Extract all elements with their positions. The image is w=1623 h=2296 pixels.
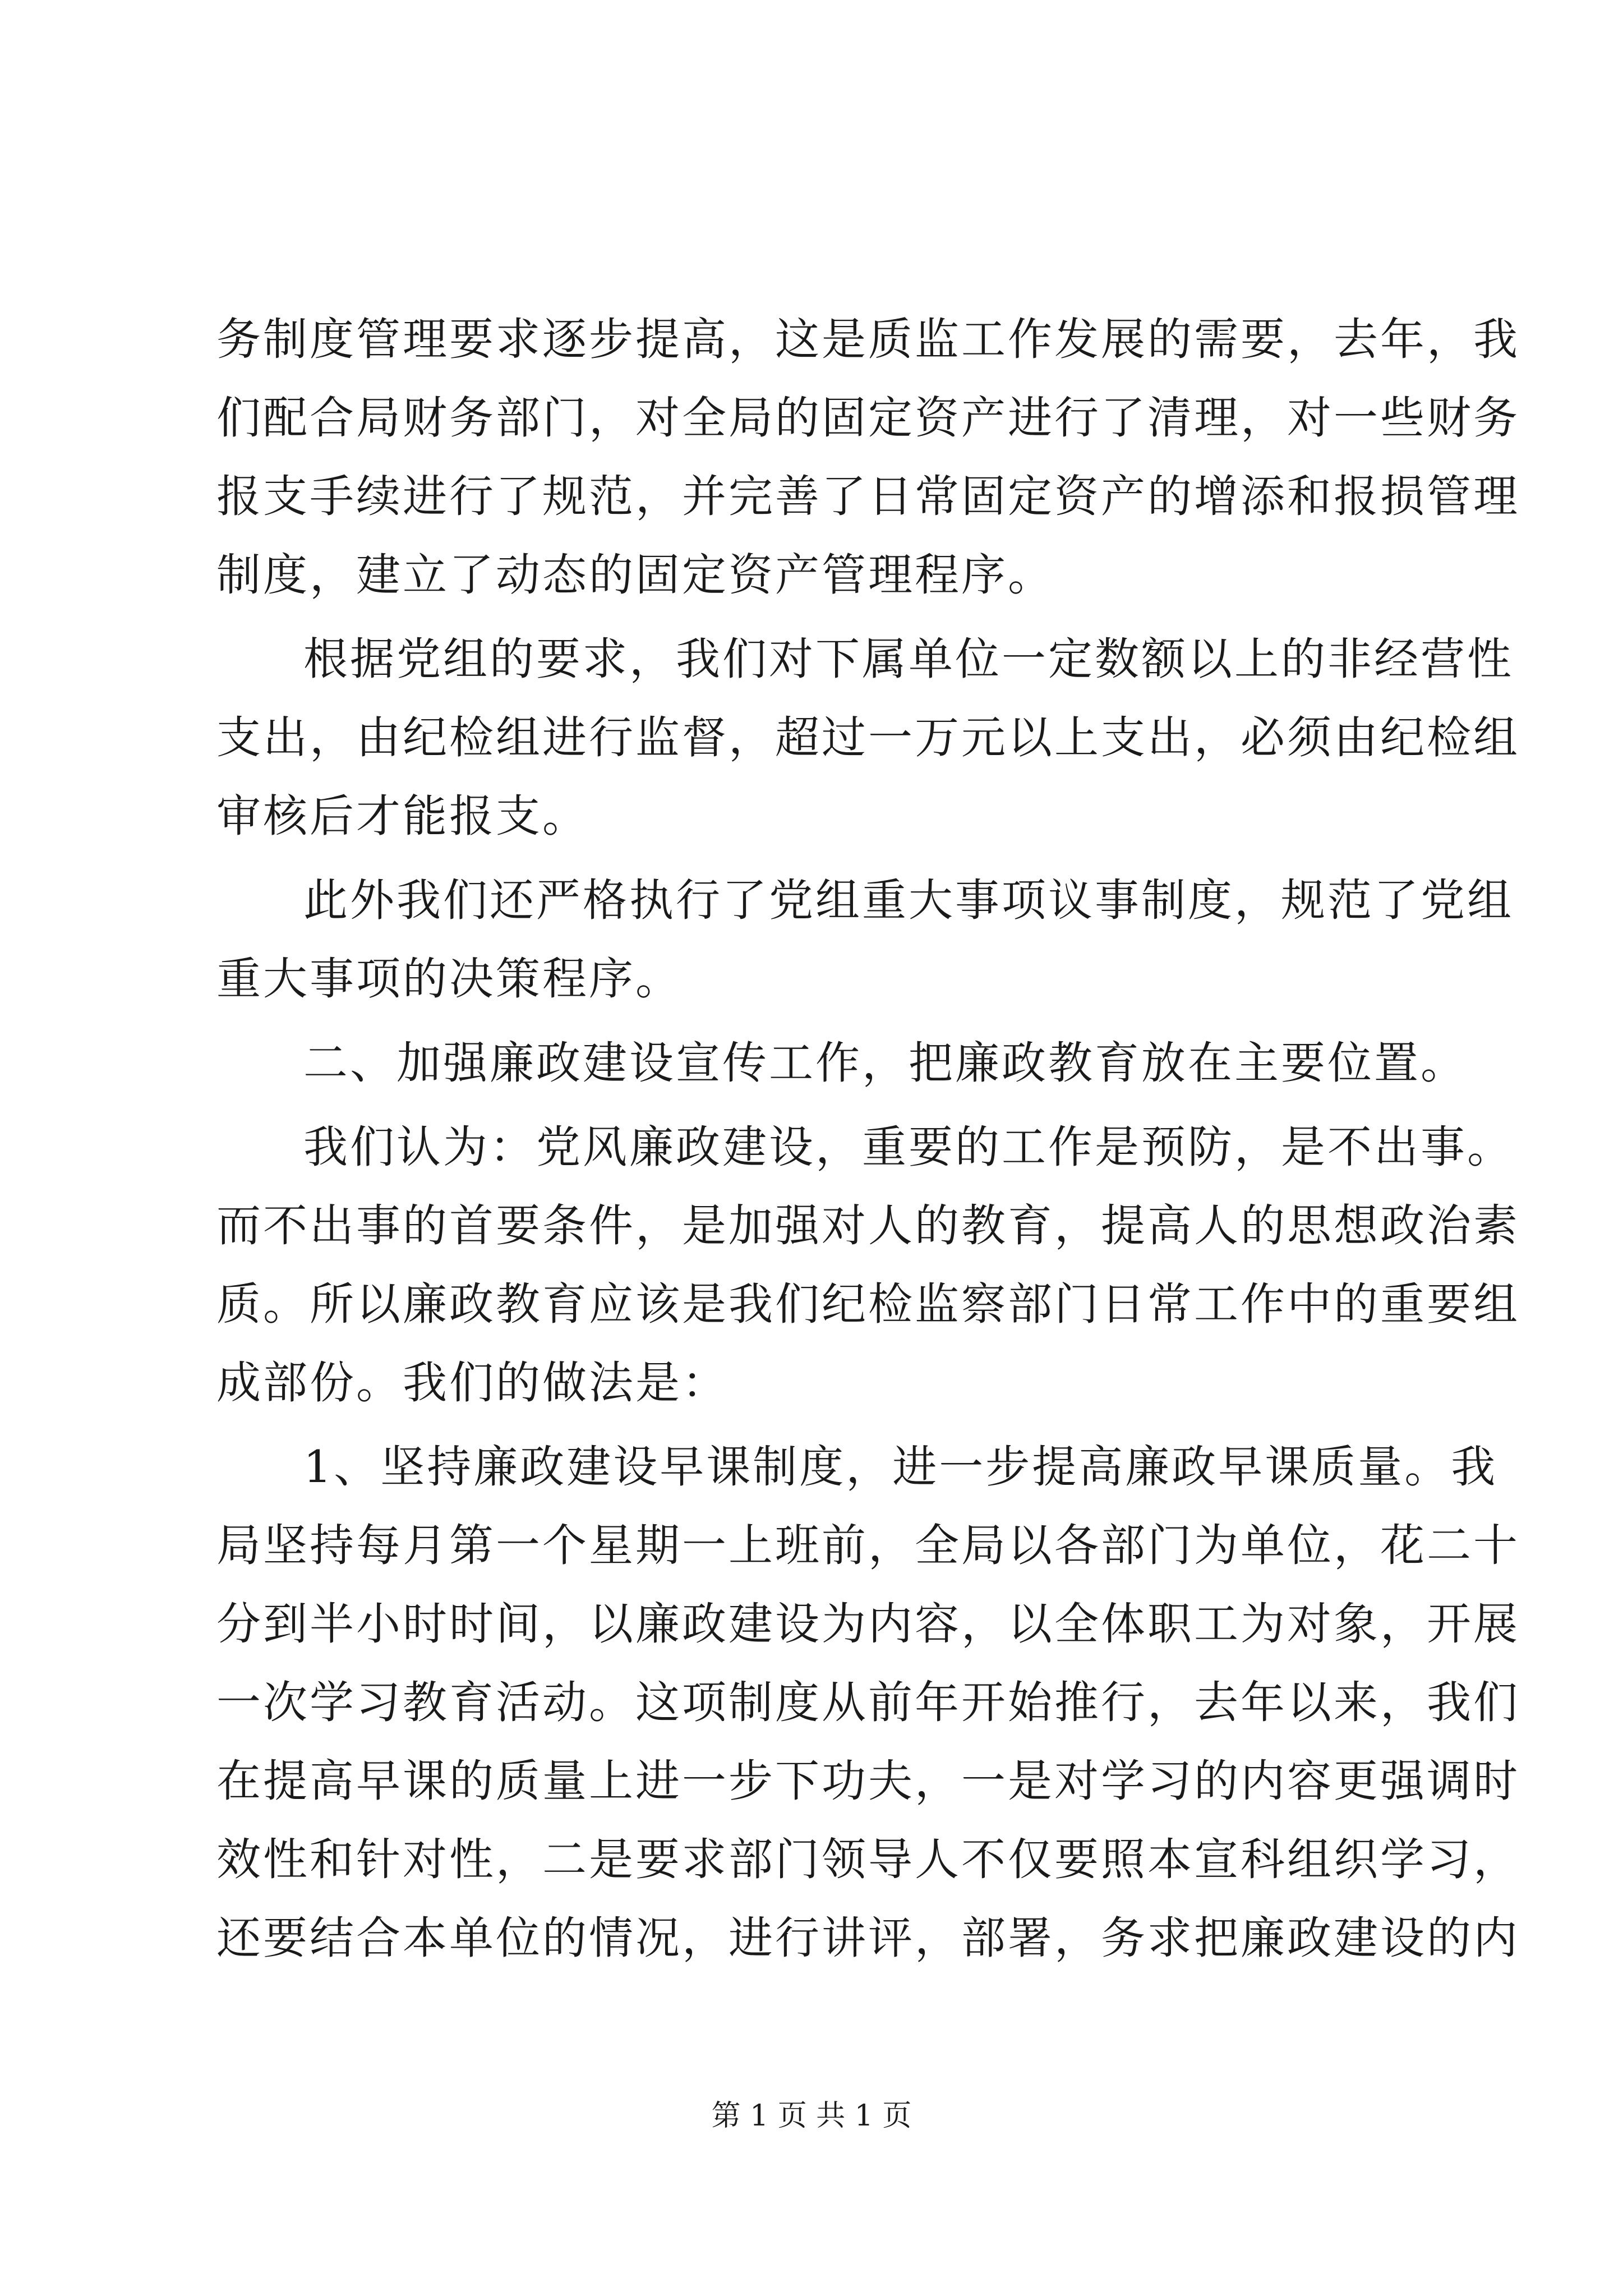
text-line: 此外我们还严格执行了党组重大事项议事制度，规范了党组: [303, 875, 1514, 926]
text-line: 效性和针对性，二是要求部门领导人不仅要照本宣科组织学习，: [216, 1834, 1520, 1885]
text-line: 们配合局财务部门，对全局的固定资产进行了清理，对一些财务: [216, 392, 1520, 444]
text-line: 分到半小时时间，以廉政建设为内容，以全体职工为对象，开展: [216, 1598, 1520, 1650]
text-line: 务制度管理要求逐步提高，这是质监工作发展的需要，去年，我: [216, 314, 1520, 365]
page-number: 第 1 页 共 1 页: [711, 2099, 912, 2133]
text-line: 一次学习教育活动。这项制度从前年开始推行，去年以来，我们: [216, 1677, 1520, 1728]
text-line: 审核后才能报支。: [216, 790, 589, 842]
text-line: 支出，由纪检组进行监督，超过一万元以上支出，必须由纪检组: [216, 712, 1520, 763]
text-line: 而不出事的首要条件，是加强对人的教育，提高人的思想政治素: [216, 1200, 1520, 1251]
text-line: 还要结合本单位的情况，进行讲评，部署，务求把廉政建设的内: [216, 1912, 1520, 1964]
section-heading: 二、加强廉政建设宣传工作，把廉政教育放在主要位置。: [303, 1037, 1467, 1089]
text-line: 我们认为：党风廉政建设，重要的工作是预防，是不出事。: [303, 1121, 1514, 1173]
text-line: 质。所以廉政教育应该是我们纪检监察部门日常工作中的重要组: [216, 1278, 1520, 1330]
text-line: 成部份。我们的做法是：: [216, 1357, 728, 1409]
text-line: 重大事项的决策程序。: [216, 953, 682, 1005]
text-line: 制度，建立了动态的固定资产管理程序。: [216, 549, 1054, 601]
text-line: 根据党组的要求，我们对下属单位一定数额以上的非经营性: [303, 633, 1514, 685]
text-line: 报支手续进行了规范，并完善了日常固定资产的增添和报损管理: [216, 471, 1520, 522]
text-line: 局坚持每月第一个星期一上班前，全局以各部门为单位，花二十: [216, 1520, 1520, 1571]
text-line: 1、坚持廉政建设早课制度，进一步提高廉政早课质量。我: [303, 1441, 1498, 1493]
text-line: 在提高早课的质量上进一步下功夫，一是对学习的内容更强调时: [216, 1755, 1520, 1807]
